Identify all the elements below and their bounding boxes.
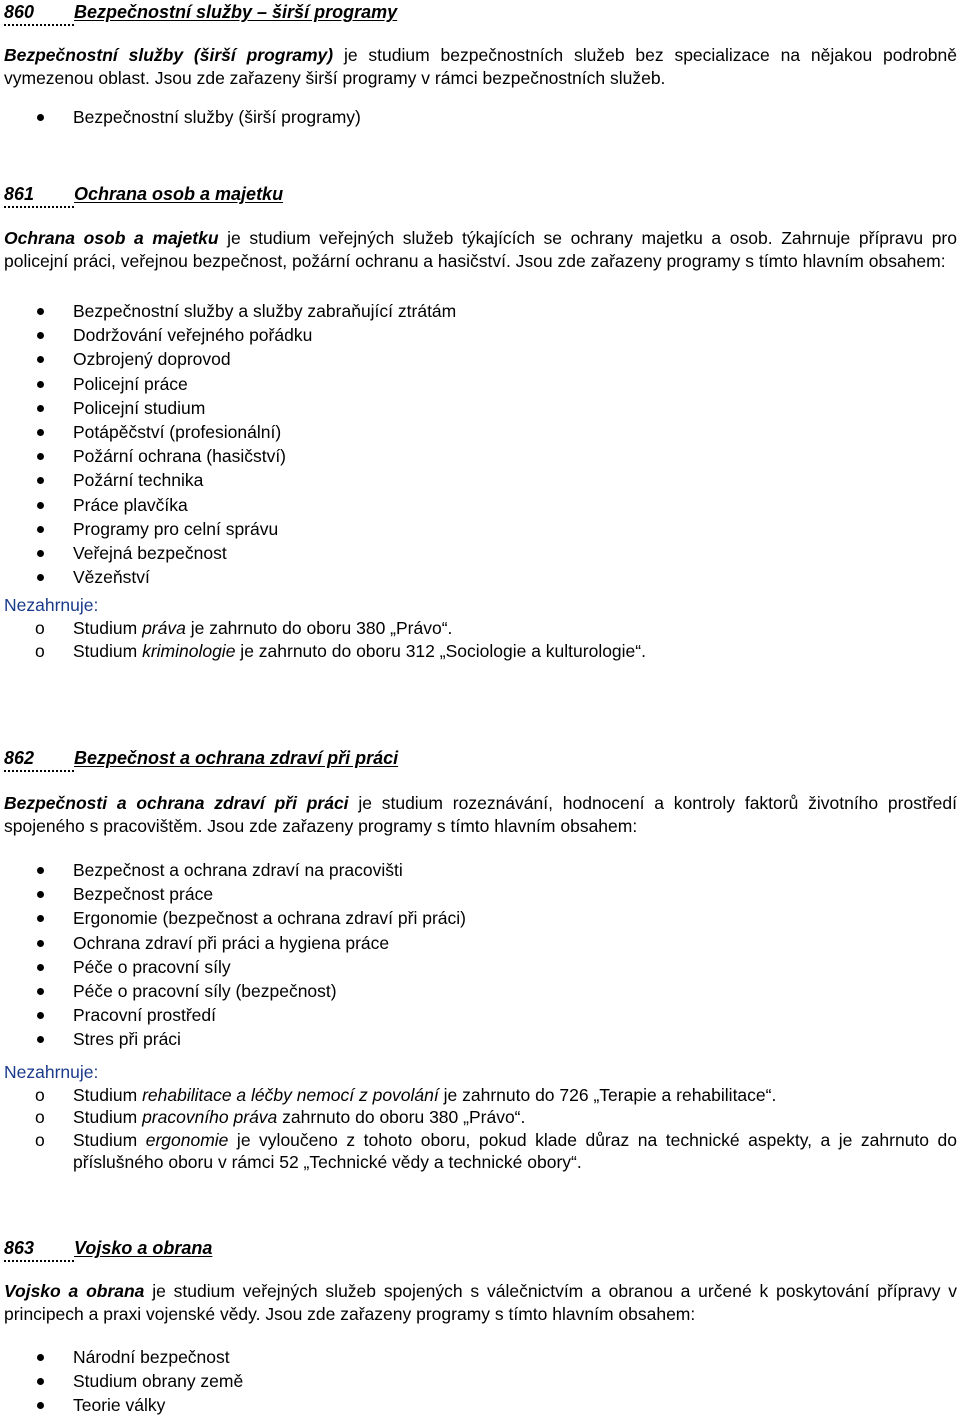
- exclusion-text: je vyloučeno z tohoto oboru, pokud klade důraz na technické aspekty, a je zahrnuto do příslušného oboru v rámci 52 „Technické vědy a technické obory“.: [73, 1129, 957, 1172]
- list-item: Vězeňství: [4, 565, 957, 589]
- description-term: Ochrana osob a majetku: [4, 228, 219, 248]
- exclusion-term: rehabilitace a léčby nemocí z povolání: [142, 1084, 439, 1105]
- section-title: Ochrana osob a majetku: [74, 184, 284, 204]
- exclusion-item: [4, 1084, 957, 1107]
- exclusion-text: Studium: [73, 640, 143, 661]
- list-item: Ozbrojený doprovod: [4, 347, 957, 371]
- list-item: Programy pro celní správu: [4, 517, 957, 541]
- list-item: Veřejná bezpečnost: [4, 541, 957, 565]
- list-item: Stres při práci: [4, 1027, 957, 1051]
- list-item: Bezpečnost a ochrana zdraví na pracovišti: [4, 858, 957, 882]
- description-text: je studium veřejných služeb spojených s válečnictvím a obranou a určené k poskytování přípravy v principech a praxi vojenské vědy. Jsou zde zařazeny programy s tímto hlavním obsahem:: [4, 1281, 958, 1324]
- list-item: Potápěčství (profesionální): [4, 420, 957, 444]
- exclusion-text: je zahrnuto do oboru 312 „Sociologie a kulturologie“.: [235, 640, 646, 661]
- exclusion-item: [4, 640, 957, 663]
- description-term: Bezpečnostní služby (širší programy): [4, 45, 334, 65]
- section-heading: [4, 746, 957, 770]
- list-item: Požární ochrana (hasičství): [4, 444, 957, 468]
- list-item: Bezpečnost práce: [4, 882, 957, 906]
- program-list: [4, 858, 957, 1052]
- exclusion-text: zahrnuto do oboru 380 „Právo“.: [277, 1107, 526, 1127]
- exclusion-term: práva: [142, 618, 186, 639]
- section-862: [4, 746, 957, 1174]
- list-item: Ochrana zdraví při práci a hygiena práce: [4, 931, 957, 955]
- list-item: Pracovní prostředí: [4, 1003, 957, 1027]
- exclusion-term: pracovního práva: [142, 1107, 278, 1127]
- exclusions-label: Nezahrnuje:: [4, 595, 99, 616]
- section-title: Bezpečnost a ochrana zdraví při práci: [74, 748, 399, 768]
- section-title: Vojsko a obrana: [74, 1238, 213, 1258]
- list-item: Policejní práce: [4, 372, 957, 396]
- exclusions-label: Nezahrnuje:: [4, 1061, 99, 1082]
- description-term: Bezpečnosti a ochrana zdraví při práci: [4, 793, 349, 813]
- section-heading: [4, 182, 957, 206]
- description-text: je studium veřejných služeb týkajících se ochrany majetku a osob. Zahrnuje přípravu pro policejní práci, veřejnou bezpečnost, požární ochranu a hasičství. Jsou zde zařazeny programy s tímto hlavním obsahem:: [4, 228, 957, 271]
- section-description: [4, 792, 957, 837]
- section-code: 860: [4, 0, 74, 26]
- list-item: Dodržování veřejného pořádku: [4, 323, 957, 347]
- section-description: [4, 227, 957, 272]
- list-item: Ergonomie (bezpečnost a ochrana zdraví při práci): [4, 906, 957, 930]
- exclusions-list: [4, 617, 957, 662]
- section-description: [4, 44, 957, 89]
- section-code: 861: [4, 182, 74, 208]
- list-item: Bezpečnostní služby (širší programy): [4, 105, 957, 129]
- section-description: [4, 1280, 957, 1325]
- section-860: [4, 0, 957, 129]
- section-code: 862: [4, 746, 74, 772]
- exclusion-text: Studium: [73, 1129, 146, 1150]
- section-title: Bezpečnostní služby – širší programy: [74, 2, 398, 22]
- exclusion-term: ergonomie: [145, 1129, 229, 1150]
- description-text: je studium bezpečnostních služeb bez specializace na nějakou podrobně vymezenou oblast. Jsou zde zařazeny širší programy v rámci bezpečnostních služeb.: [4, 45, 958, 88]
- exclusion-term: kriminologie: [142, 640, 236, 661]
- exclusions-list: [4, 1084, 957, 1174]
- program-list: [4, 105, 957, 129]
- list-item: Péče o pracovní síly (bezpečnost): [4, 979, 957, 1003]
- list-item: Požární technika: [4, 468, 957, 492]
- section-861: [4, 182, 957, 662]
- list-item: Bezpečnostní služby a služby zabraňující ztrátám: [4, 299, 957, 323]
- section-code: 863: [4, 1236, 74, 1262]
- list-item: Policejní studium: [4, 396, 957, 420]
- section-heading: [4, 1236, 957, 1260]
- exclusion-text: je zahrnuto do 726 „Terapie a rehabilitace“.: [438, 1084, 777, 1105]
- exclusion-text: je zahrnuto do oboru 380 „Právo“.: [185, 618, 453, 639]
- exclusion-text: Studium: [73, 618, 143, 639]
- exclusion-item: [4, 617, 957, 640]
- description-text: je studium rozeznávání, hodnocení a kontroly faktorů životního prostředí spojeného s pracovištěm. Jsou zde zařazeny programy s tímto hlavním obsahem:: [4, 793, 957, 836]
- list-item: Teorie války: [4, 1393, 957, 1417]
- program-list: [4, 299, 957, 589]
- description-term: Vojsko a obrana: [4, 1281, 145, 1301]
- exclusion-text: Studium: [73, 1107, 143, 1127]
- section-heading: [4, 0, 957, 24]
- program-list: [4, 1345, 957, 1418]
- exclusion-text: Studium: [73, 1084, 143, 1105]
- exclusion-item: [4, 1129, 957, 1174]
- list-item: Národní bezpečnost: [4, 1345, 957, 1369]
- exclusion-item: [4, 1106, 957, 1129]
- list-item: Péče o pracovní síly: [4, 955, 957, 979]
- list-item: Studium obrany země: [4, 1369, 957, 1393]
- list-item: Práce plavčíka: [4, 493, 957, 517]
- section-863: [4, 1236, 957, 1418]
